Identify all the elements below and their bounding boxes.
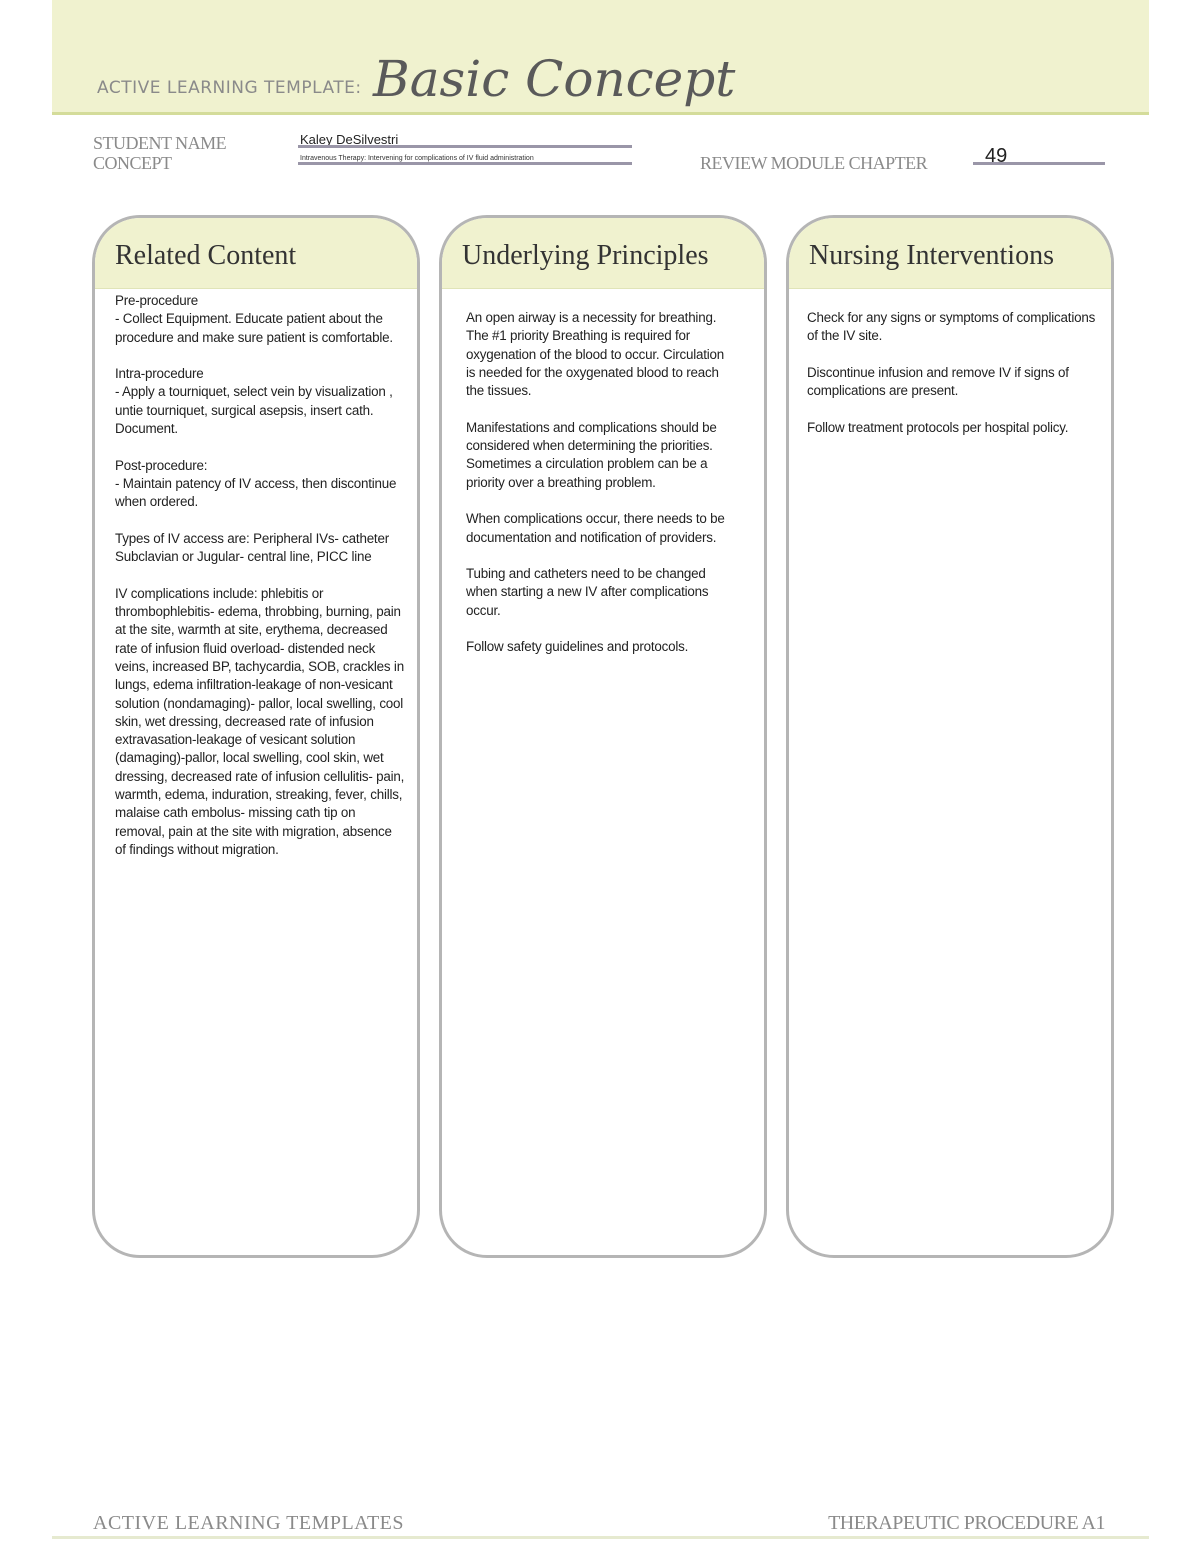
template-title: Basic Concept: [373, 50, 736, 108]
card-paragraph: Check for any signs or symptoms of complications of the IV site.: [807, 310, 1096, 344]
concept-value[interactable]: Intravenous Therapy: Intervening for complications of IV fluid administration: [300, 155, 534, 162]
related-content-card: [92, 215, 420, 1258]
template-label: ACTIVE LEARNING TEMPLATE:: [97, 78, 362, 98]
card-paragraph: Follow treatment protocols per hospital policy.: [807, 419, 1069, 435]
card-paragraph: Discontinue infusion and remove IV if signs of complications are present.: [807, 364, 1069, 399]
card-body[interactable]: [95, 289, 417, 859]
concept-line: [298, 162, 632, 165]
student-name-line: [298, 145, 632, 148]
card-header: [789, 218, 1111, 289]
card-paragraph: Intra-procedure - Apply a tourniquet, select vein by visualization , untie tourniquet, surgical asepsis, insert cath. Document.: [115, 366, 393, 437]
card-paragraph: Types of IV access are: Peripheral IVs- catheter Subclavian or Jugular- central line, PICC line: [115, 530, 389, 565]
review-module-label: REVIEW MODULE CHAPTER: [700, 153, 928, 173]
concept-label: CONCEPT: [93, 153, 172, 173]
review-module-line: [973, 162, 1105, 165]
student-name-value[interactable]: Kaley DeSilvestri: [300, 132, 399, 147]
card-title: Related Content: [115, 240, 297, 271]
card-header: [442, 218, 764, 289]
card-paragraph: Post-procedure: - Maintain patency of IV access, then discontinue when ordered.: [115, 457, 397, 510]
card-title: Nursing Interventions: [809, 240, 1054, 271]
underlying-principles-card: [439, 215, 767, 1258]
nursing-interventions-card: [786, 215, 1114, 1258]
card-title: Underlying Principles: [462, 240, 709, 271]
card-body[interactable]: [789, 289, 1111, 437]
card-paragraph: IV complications include: phlebitis or thrombophlebitis- edema, throbbing, burning, pain at the site, warmth at site, erythema, decreased rate of infusion fluid overload- distended neck veins, increased BP, tachycardia, SOB, crackles in lungs, edema infiltration-leakage of non-vesicant solution (nondamaging)- pallor, local swelling, cool skin, wet dressing, decreased rate of infusion extravasation-leakage of vesicant solution (damaging)-pallor, local swelling, cool skin, wet dressing, decreased rate of infusion cellulitis- pain, warmth, edema, induration, streaking, fever, chills, malaise cath embolus- missing cath tip on removal, pain at the site with migration, absence of findings without migration.: [115, 585, 405, 857]
card-paragraph: Manifestations and complications should be considered when determining the priorities. Sometimes a circulation problem can be a priority over a breathing problem.: [466, 419, 717, 490]
footer-right: THERAPEUTIC PROCEDURE A1: [828, 1512, 1105, 1534]
student-name-label: STUDENT NAME: [93, 133, 227, 153]
review-module-value[interactable]: 49: [985, 145, 1008, 167]
card-paragraph: Pre-procedure - Collect Equipment. Educate patient about the procedure and make sure patient is comfortable.: [115, 293, 393, 345]
card-paragraph: Follow safety guidelines and protocols.: [466, 639, 689, 655]
card-header: [95, 218, 417, 289]
card-body[interactable]: [442, 289, 764, 657]
card-paragraph: An open airway is a necessity for breathing. The #1 priority Breathing is required for oxygenation of the blood to occur. Circulation is needed for the oxygenated blood to reach the tissues.: [466, 310, 725, 399]
card-paragraph: Tubing and catheters need to be changed when starting a new IV after complications occur.: [466, 566, 709, 618]
card-paragraph: When complications occur, there needs to be documentation and notification of providers.: [466, 511, 725, 545]
footer-left: ACTIVE LEARNING TEMPLATES: [93, 1512, 405, 1534]
footer-rule: [52, 1536, 1149, 1539]
